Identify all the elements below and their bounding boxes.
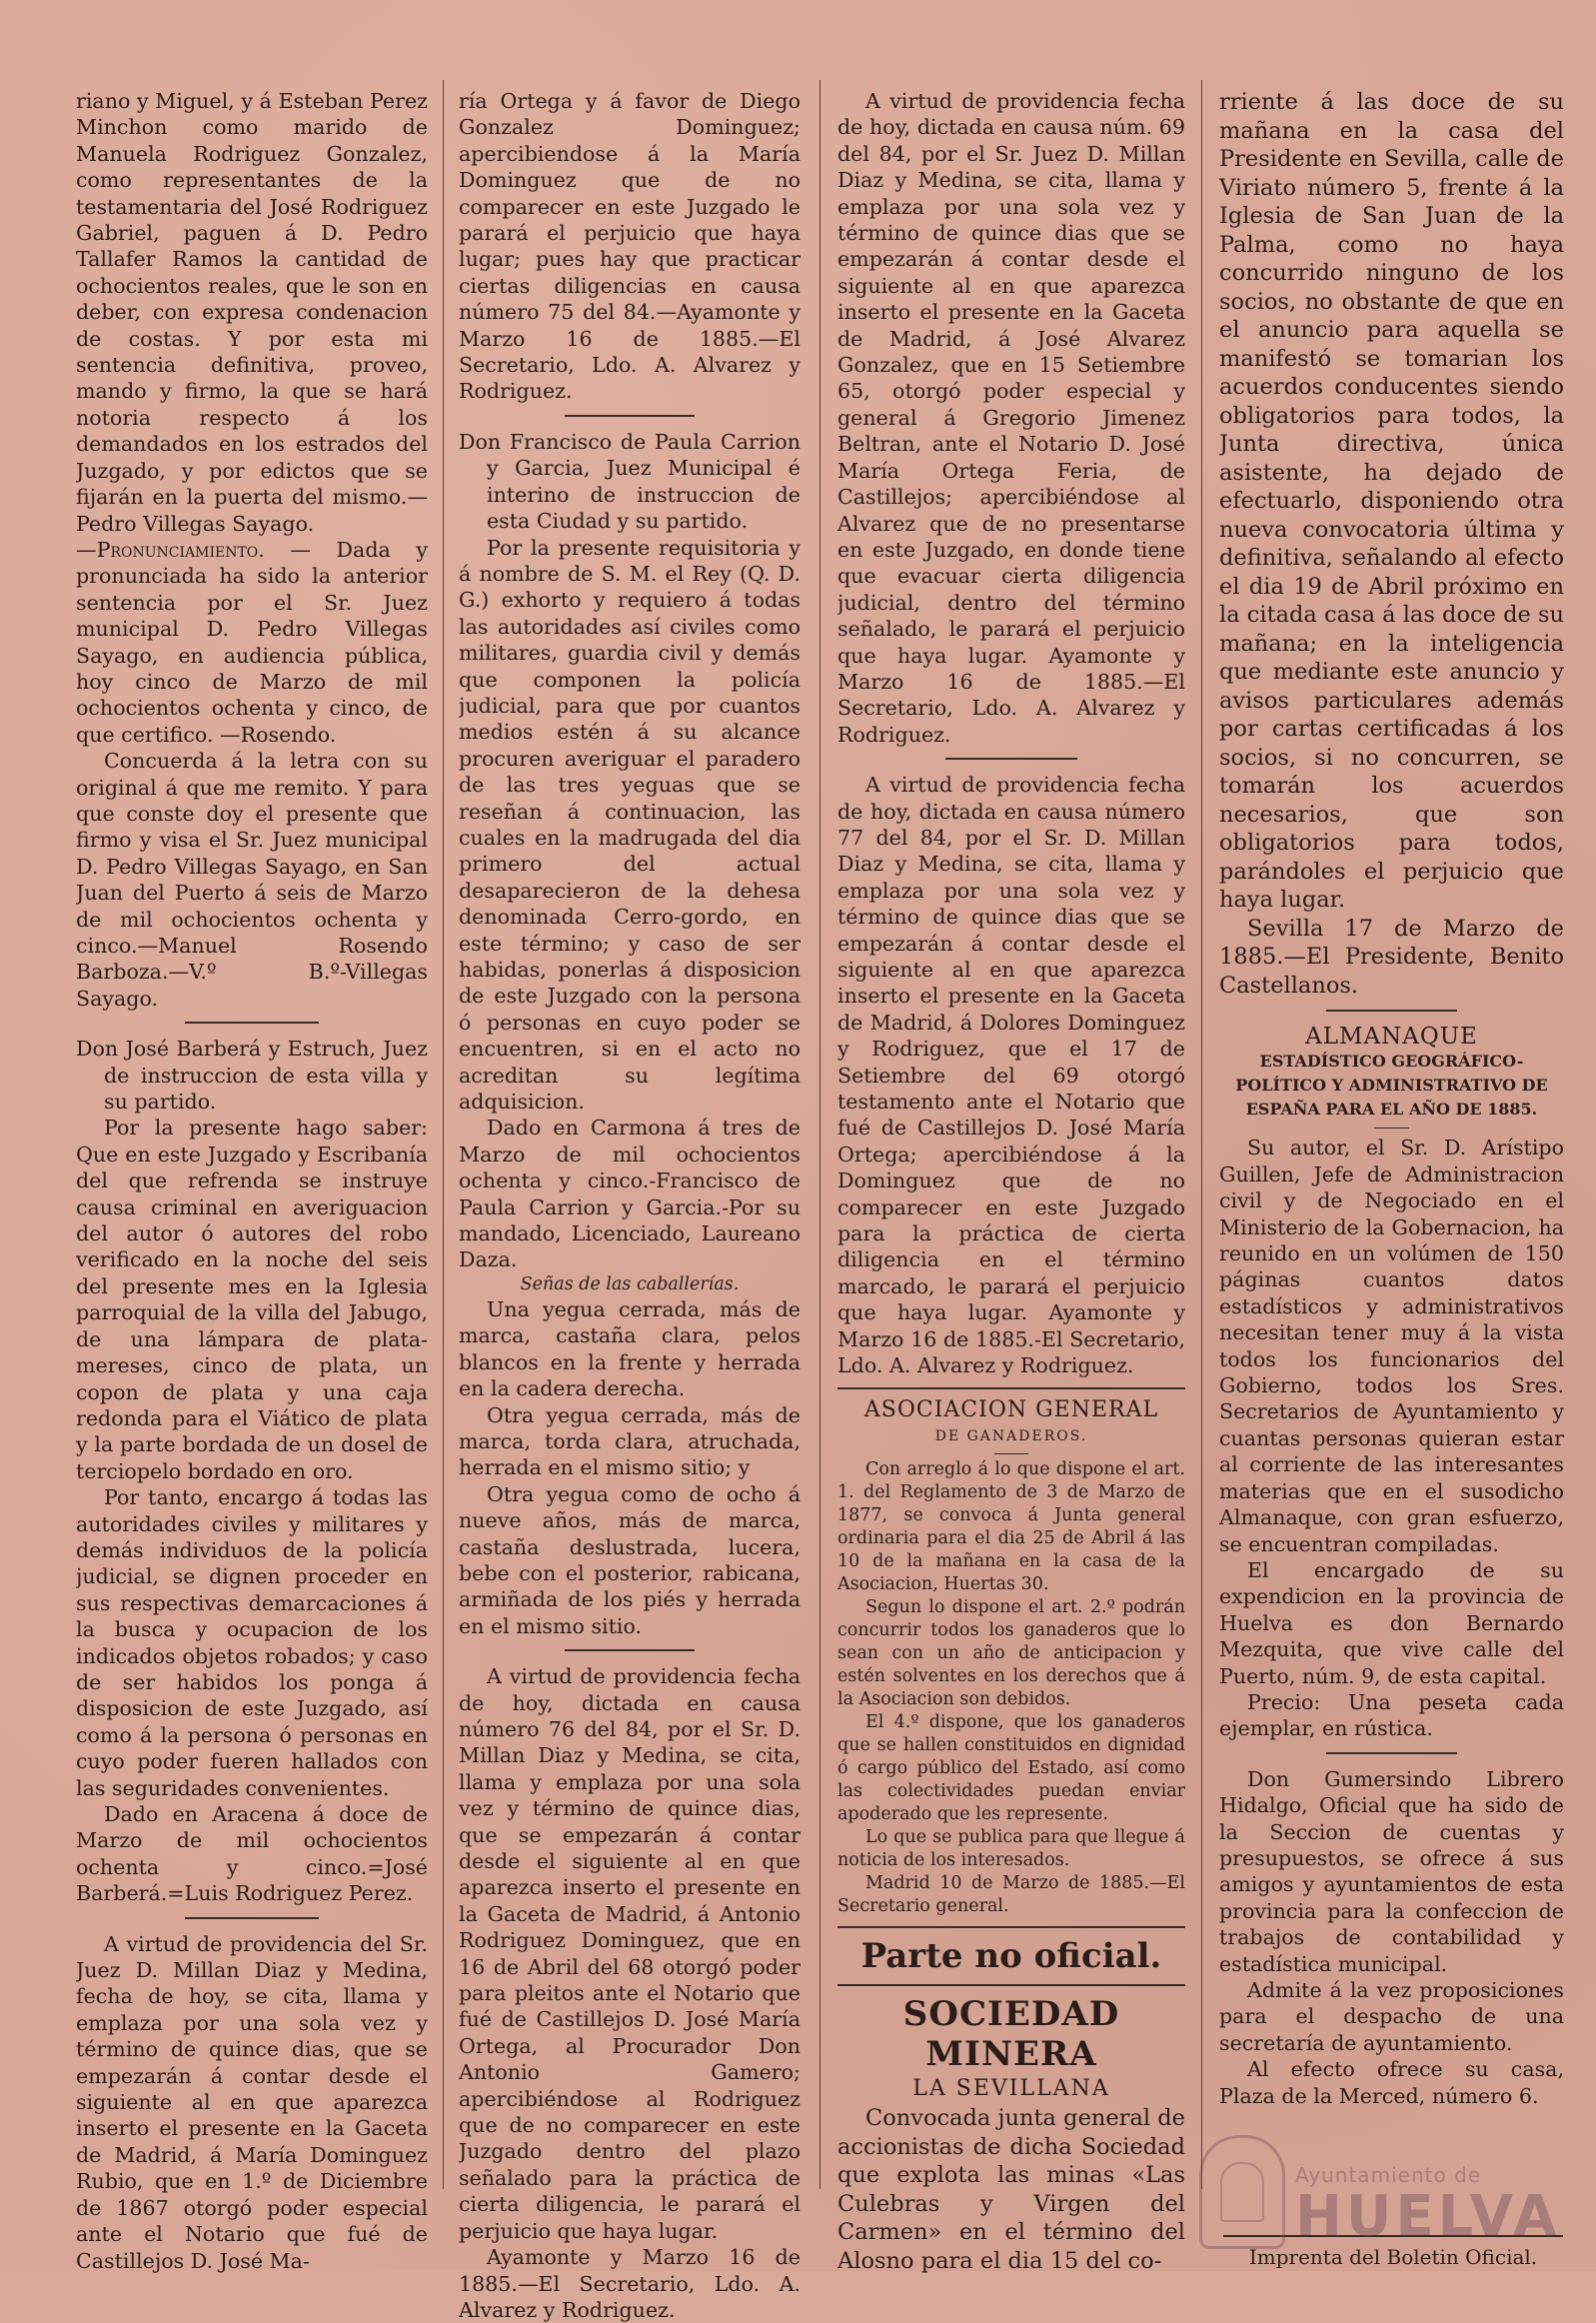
separator (837, 1984, 1185, 1986)
paragraph: Por la presente requisitoria y á nombre de S. M. el Rey (Q. D. G.) exhorto y requiero á todas las autoridades así civiles como militares, guardia civil y demás que componen la policía judicial, para que por cuantos medios estén á su alcance procuren averiguar el paradero de las tres yeguas que se reseñan á continuacion, las cuales en la madrugada del dia primero del actual desaparecieron de la dehesa denominada Cerro-gordo, en este término; y caso de ser habidas, ponerlas á disposicion de este Juzgado con la persona ó personas en cuyo poder se encuentren, si en el acto no acreditan su legítima adquisicion. (459, 535, 800, 1115)
separator (185, 1917, 319, 1919)
column-3 (837, 88, 1185, 2275)
paragraph: Concuerda á la letra con su original á que me remito. Y para que conste doy el presente que firmo y visa el Sr. Juez municipal D. Pedro Villegas Sayago, en San Juan del Puerto á seis de Marzo de mil ochocientos ochenta y cinco.—Manuel Rosendo Barboza.—V.º B.º-Villegas Sayago. (76, 749, 428, 1011)
watermark-top-text: Ayuntamiento de (1295, 2163, 1482, 2187)
separator (565, 1649, 695, 1651)
notice-heading: Don José Barberá y Estruch, Juez de instruccion de esta villa y su partido. (76, 1037, 428, 1115)
paragraph: Precio: Una peseta cada ejemplar, en rústica. (1219, 1689, 1564, 1741)
assoc-subtitle: DE GANADEROS. (934, 1427, 1088, 1444)
alm-title: ALMANAQUE (1305, 1024, 1478, 1050)
separator (945, 758, 1077, 760)
column-2 (459, 88, 800, 2323)
paragraph: Segun lo dispone el art. 2.º podrán concurrir todos los ganaderos que lo sean con un año de anticipacion y estén solventes en los derechos que á la Asociacion son debidos. (837, 1597, 1185, 1710)
paragraph: A virtud de providencia del Sr. Juez D. Millan Diaz y Medina, fecha de hoy, se cita, llama y emplaza por una sola vez y término de quince dias, que se empezarán á contar desde el siguiente al en que aparezca inserto el presente en la Gaceta de Madrid, á María Dominguez Rubio, que en 1.º de Diciembre de 1867 otorgó poder especial ante el Notario que fué de Castillejos D. José Ma- (76, 1931, 428, 2273)
paragraph: Convocada junta general de accionistas de dicha Sociedad que explota las minas «Las Culebras y Virgen del Carmen» en el término del Alosno para el dia 15 del co- (837, 2105, 1185, 2274)
paragraph: Madrid 10 de Marzo de 1885.—El Secretario general. (837, 1873, 1185, 1917)
notice-heading: Don Francisco de Paula Carrion y Garcia, Juez Municipal é interino de instruccion de esta Ciudad y su partido. (459, 429, 800, 534)
separator (1326, 1752, 1457, 1754)
paragraph: Su autor, el Sr. D. Arístipo Guillen, Jefe de Administracion civil y de Negociado en el Ministerio de la Gobernacion, ha reunido en un volúmen de 150 páginas cuantos datos estadísticos y administrativos necesitan tener muy á la vista todos los funcionarios del Gobierno, todos los Sres. Secretarios de Ayuntamiento y cuantas personas quieran estar al corriente de las interesantes materias que en el susodicho Almanaque, con gran esfuerzo, se encuentran compiladas. (1219, 1136, 1564, 1556)
pronunciamiento-label: —Pronunciamiento. (76, 537, 265, 562)
paragraph: Por la presente hago saber: Que en este Juzgado y Escribanía del que refrenda se instruye causa criminal en averiguacion del autor ó autores del robo verificado en la noche del seis del presente mes en la Iglesia parroquial de la villa del Jabugo, de una lámpara de plata-mereses, cinco de plata, un copon de plata y una caja redonda para el Viático de plata y la parte bordada de un dosel de terciopelo bordado en oro. (76, 1116, 428, 1483)
soc-subtitle: LA SEVILLANA (912, 2076, 1110, 2102)
column-1 (76, 88, 428, 2274)
paragraph: Otra yegua cerrada, más de marca, torda clara, atruchada, herrada en el mismo sitio; y (459, 1402, 800, 1480)
paragraph: Lo que se publica para que llegue á noticia de los interesados. (837, 1827, 1185, 1871)
watermark-big-text: HUELVA (1295, 2184, 1561, 2249)
imprenta-text: Imprenta del Boletin Oficial. (1248, 2245, 1538, 2269)
paragraph: Dado en Carmona á tres de Marzo de mil ochocientos ochenta y cinco.-Francisco de Paula Carrion y Garcia.-Por su mandado, Licenciado, Laureano Daza. (459, 1116, 800, 1272)
paragraph: El encargado de su expendicion en la provincia de Huelva es don Bernardo Mezquita, que vive calle del Puerto, núm. 9, de esta capital. (1219, 1557, 1564, 1688)
column-4 (1219, 88, 1564, 2109)
column-rule (819, 80, 820, 2189)
assoc-title: ASOCIACION GENERAL (863, 1396, 1159, 1422)
paragraph: Otra yegua como de ocho á nueve años, más de marca, castaña deslustrada, lucera, bebe con el posterior, rabicana, armiñada de los piés y herrada en el mismo sitio. (459, 1481, 800, 1638)
paragraph: Ayamonte y Marzo 16 de 1885.—El Secretario, Ldo. A. Alvarez y Rodriguez. (459, 2245, 800, 2322)
separator (994, 1453, 1029, 1454)
separator (837, 1387, 1185, 1389)
paragraph: Por tanto, encargo á todas las autoridades civiles y militares y demás individuos de la policía judicial, se dignen proceder en sus respectivas demarcaciones á la busca y ocupacion de los indicados objetos robados; y caso de ser habidos los ponga á disposicion de este Juzgado, así como á la persona ó personas en cuyo poder fueren hallados con las seguridades convenientes. (76, 1485, 428, 1800)
paragraph: El 4.º dispone, que los ganaderos que se hallen constituidos en dignidad ó cargo público del Estado, así como las colectividades puedan enviar apoderado que les represente. (837, 1712, 1185, 1825)
paragraph: Una yegua cerrada, más de marca, castaña clara, pelos blancos en la frente y herrada en la cadera derecha. (459, 1296, 800, 1401)
separator (837, 1926, 1185, 1928)
column-rule (443, 80, 444, 2189)
separator (1326, 1010, 1457, 1012)
paragraph: A virtud de providencia fecha de hoy, dictada en causa núm. 69 del 84, por el Sr. Juez D. Millan Diaz y Medina, se cita, llama y emplaza por una sola vez y término de quince dias que se empezarán á contar desde el siguiente al en que aparezca inserto el presente en la Gaceta de Madrid, á José Alvarez Gonzalez, que en 15 Setiembre 65, otorgó poder especial y general á Gregorio Jimenez Beltran, ante el Notario D. José María Ortega Feria, de Castillejos; apercibiéndose al Alvarez que de no presentarse en este Juzgado, en donde tiene que evacuar cierta diligencia judicial, dentro del término señalado, le parará el perjuicio que haya lugar. Ayamonte y Marzo 16 de 1885.—El Secretario, Ldo. A. Alvarez y Rodriguez. (837, 89, 1185, 747)
paragraph: Don Gumersindo Librero Hidalgo, Oficial que ha sido de la Seccion de cuentas y presupuestos, se ofrece á sus amigos y ayuntamientos de esta provincia para la confeccion de trabajos de contabilidad y estadística municipal. (1219, 1766, 1564, 1976)
paragraph: A virtud de providencia fecha de hoy, dictada en causa número 77 del 84, por el Sr. D. Millan Diaz y Medina, se cita, llama y emplaza por una sola vez y término de quince dias que se empezarán á contar desde el siguiente al en que aparezca inserto el presente en la Gaceta de Madrid, á Dolores Dominguez y Rodriguez, que el 17 de Setiembre del 69 otorgó testamento ante el Notario que fué de Castillejos D. José María Ortega; apercibiéndose á la Dominguez que de no comparecer en este Juzgado para la práctica de cierta diligencia en el término marcado, le parará el perjuicio que haya lugar. Ayamonte y Marzo 16 de 1885.-El Secretario, Ldo. A. Alvarez y Rodriguez. (837, 773, 1185, 1378)
separator (565, 415, 695, 417)
separator (1374, 1128, 1409, 1129)
archive-watermark (1199, 2129, 1569, 2259)
paragraph: Dado en Aracena á doce de Marzo de mil ochocientos ochenta y cinco.=José Barberá.=Luis Rodriguez Perez. (76, 1802, 428, 1906)
column-rule (1201, 80, 1202, 2189)
soc-title: SOCIEDAD MINERA (902, 1994, 1120, 2075)
separator (185, 1022, 319, 1024)
alm-subtitle: ESTADÍSTICO GEOGRÁFICO-POLÍTICO Y ADMINISTRATIVO DE ESPAÑA PARA EL AÑO DE 1885. (1235, 1052, 1548, 1120)
paragraph: A virtud de providencia fecha de hoy, dictada en causa número 76 del 84, por el Sr. D. Millan Diaz y Medina, se cita, llama y emplaza por una sola vez y término de quince dias, que se empezarán á contar desde el siguiente al en que aparezca inserto el presente en la Gaceta de Madrid, á Antonio Rodriguez Dominguez, que en 16 de Abril del 68 otorgó poder para pleitos ante el Notario que fué de Castillejos D. José María Ortega, al Procurador Don Antonio Gamero; apercibiéndose al Rodriguez que de no comparecer en este Juzgado dentro del plazo señalado para la práctica de cierta diligencia, le parará el perjuicio que haya lugar. (459, 1664, 800, 2243)
section-title-parte: Parte no oficial. (860, 1936, 1162, 1977)
subheading-senas: Señas de las caballerías. (520, 1273, 740, 1294)
paragraph: ría Ortega y á favor de Diego Gonzalez Dominguez; apercibiendose á la María Dominguez que de no comparecer en este Juzgado le parará el perjuicio que haya lugar; pues hay que practicar ciertas diligencias en causa número 75 del 84.—Ayamonte y Marzo 16 de 1885.—El Secretario, Ldo. A. Alvarez y Rodriguez. (459, 89, 800, 404)
pronunciamiento-text: — Dada y pronunciada ha sido la anterior sentencia por el Sr. Juez municipal D. Pedro Villegas Sayago, en audiencia pública, hoy cinco de Marzo de mil ochocientos ochenta y cinco, de que certifico. —Rosendo. (76, 537, 428, 747)
paragraph: riano y Miguel, y á Esteban Perez Minchon como marido de Manuela Rodriguez Gonzalez, como representantes de la testamentaria del José Rodriguez Gabriel, paguen á D. Pedro Tallafer Ramos la cantidad de ochocientos reales, que le son en deber, con expresa condenacion de costas. Y por esta mi sentencia definitiva, proveo, mando y firmo, la que se hará notoria respecto á los demandados en los estrados del Juzgado, y por edictos que se fijarán en la puerta del mismo.—Pedro Villegas Sayago. (76, 89, 428, 536)
paragraph: Sevilla 17 de Marzo de 1885.—El Presidente, Benito Castellanos. (1219, 915, 1564, 999)
paragraph: rriente á las doce de su mañana en la casa del Presidente en Sevilla, calle de Viriato número 5, frente á la Iglesia de San Juan de la Palma, como no haya concurrido ninguno de los socios, no obstante de que en el anuncio para aquella se manifestó se tomarian los acuerdos conducentes siendo obligatorios para todos, la Junta directiva, única asistente, ha dejado de efectuarlo, disponiendo otra nueva convocatoria última y definitiva, señalando al efecto el dia 19 de Abril próximo en la citada casa á las doce de su mañana; en la inteligencia que mediante este anuncio y avisos particulares además por cartas certificadas á los socios, si no concurren, se tomarán los acuerdos necesarios, que son obligatorios para todos, parándoles el perjuicio que haya lugar. (1219, 89, 1564, 913)
paragraph: Al efecto ofrece su casa, Plaza de la Merced, número 6. (1219, 2057, 1564, 2108)
coat-of-arms-icon (1199, 2135, 1285, 2249)
pronunciamiento (76, 537, 428, 748)
paragraph: Con arreglo á lo que dispone el art. 1. del Reglamento de 3 de Marzo de 1877, se convoca á Junta general ordinaria para el dia 25 de Abril á las 10 de la mañana en la casa de la Asociacion, Huertas 30. (837, 1459, 1185, 1595)
paragraph: Admite á la vez proposiciones para el despacho de una secretaría de ayuntamiento. (1219, 1978, 1564, 2055)
